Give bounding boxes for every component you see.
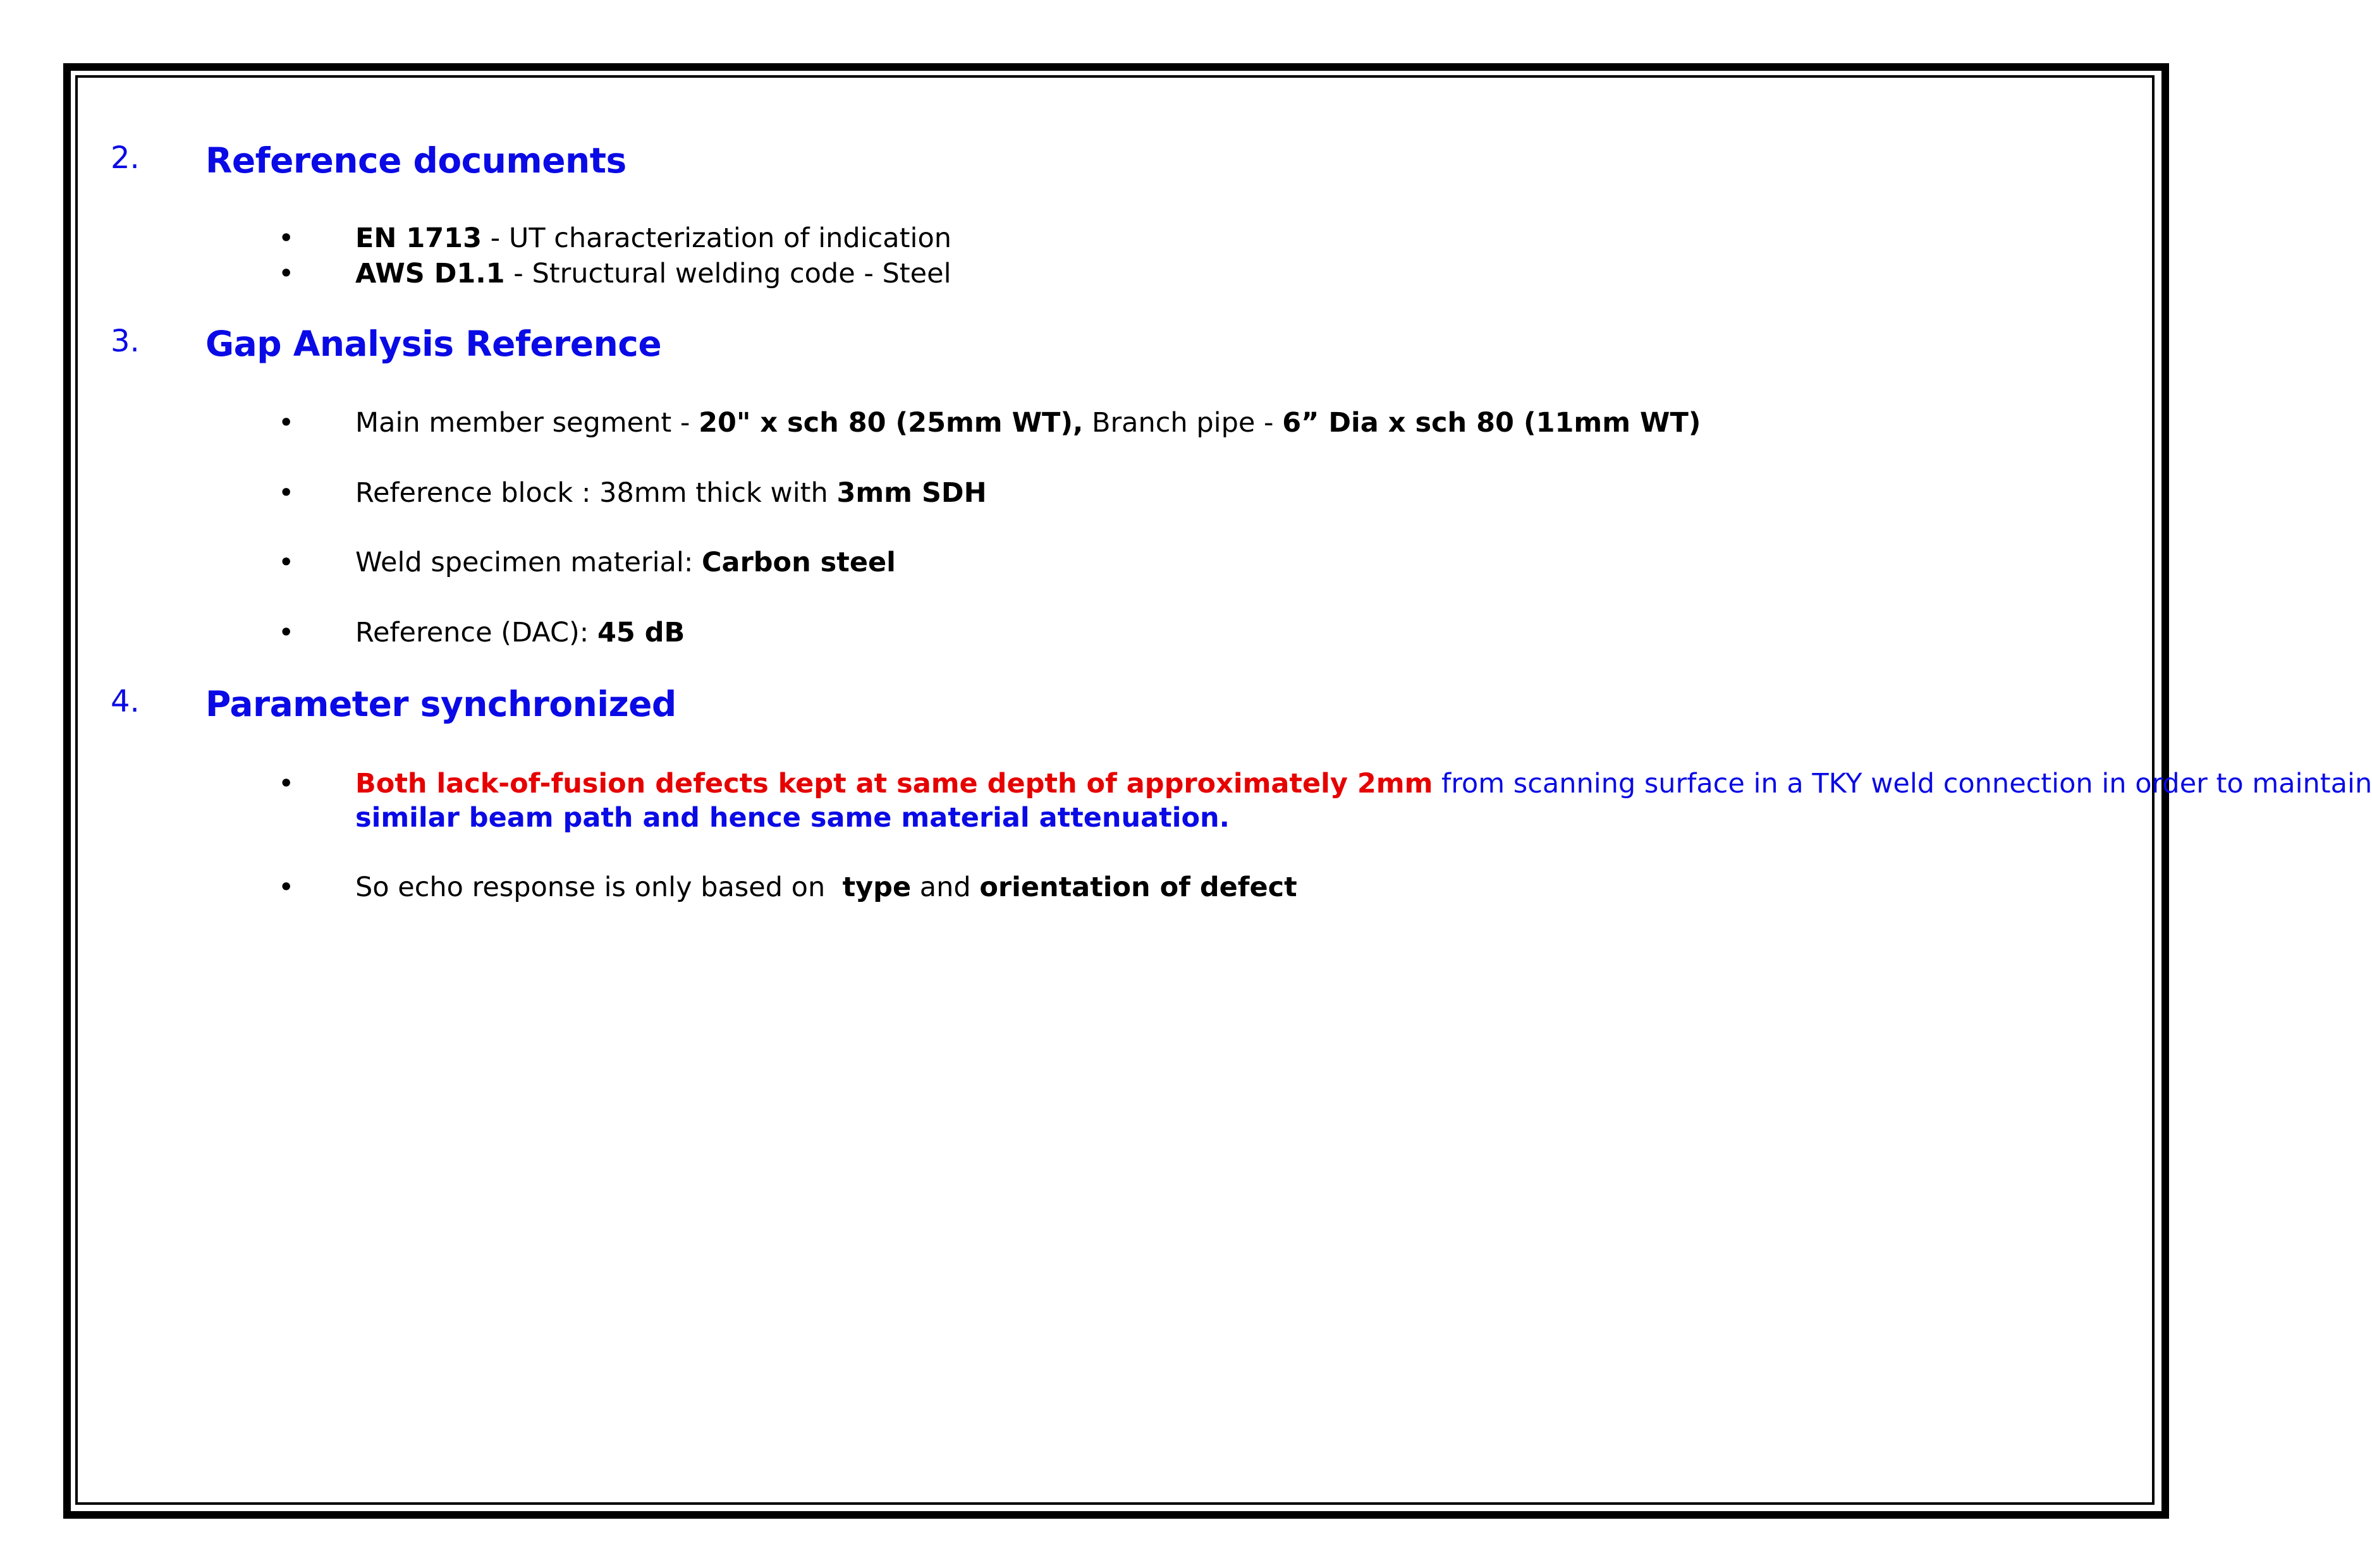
bullet-icon: • (278, 477, 295, 509)
bullet-icon: • (278, 222, 295, 254)
text-emphasis: Carbon steel (702, 547, 896, 578)
text-emphasis: 20" x sch 80 (25mm WT), (699, 407, 1084, 439)
list-item-text (355, 545, 2163, 580)
section-title: Gap Analysis Reference (205, 324, 662, 364)
document-code: EN 1713 (355, 222, 482, 254)
text-emphasis: 3mm SDH (836, 477, 987, 509)
text-emphasis-blue: similar beam path and hence same material attenuation. (355, 802, 1230, 834)
bullet-icon: • (278, 547, 295, 578)
section-number: 4. (111, 684, 140, 719)
bullet-icon: • (278, 617, 295, 648)
bullet-icon: • (278, 872, 295, 903)
text-segment: Main member segment - (355, 407, 699, 439)
list-item-text (355, 870, 2163, 904)
text-segment: Weld specimen material: (355, 547, 702, 578)
section-number: 2. (111, 140, 140, 176)
text-segment-blue: from scanning surface in a TKY weld connection in order to maintain (1433, 768, 2372, 799)
list-item-text (355, 221, 2163, 255)
document-description: - UT characterization of indication (482, 222, 952, 254)
bullet-icon: • (278, 258, 295, 289)
text-segment: Reference block : 38mm thick with (355, 477, 837, 509)
document-code: AWS D1.1 (355, 258, 505, 289)
document-description: - Structural welding code - Steel (504, 258, 951, 289)
section-title: Parameter synchronized (205, 684, 676, 724)
section-title: Reference documents (205, 140, 627, 181)
bullet-icon: • (278, 407, 295, 439)
list-item-text (355, 406, 2163, 440)
bullet-icon: • (278, 768, 295, 799)
text-emphasis: type (842, 872, 912, 903)
list-item-text (355, 616, 2163, 650)
text-segment: Branch pipe - (1083, 407, 1283, 439)
text-emphasis: 45 dB (597, 617, 685, 648)
text-emphasis: 6” Dia x sch 80 (11mm WT) (1282, 407, 1701, 439)
list-item-text (355, 257, 2163, 291)
list-item-text (355, 767, 2372, 835)
text-segment: Reference (DAC): (355, 617, 597, 648)
list-item-text (355, 476, 2163, 510)
text-segment: and (911, 872, 980, 903)
text-emphasis: orientation of defect (979, 872, 1297, 903)
text-segment: So echo response is only based on (355, 872, 843, 903)
section-number: 3. (111, 324, 140, 359)
text-emphasis-red: Both lack-of-fusion defects kept at same depth of approximately 2mm (355, 768, 1433, 799)
